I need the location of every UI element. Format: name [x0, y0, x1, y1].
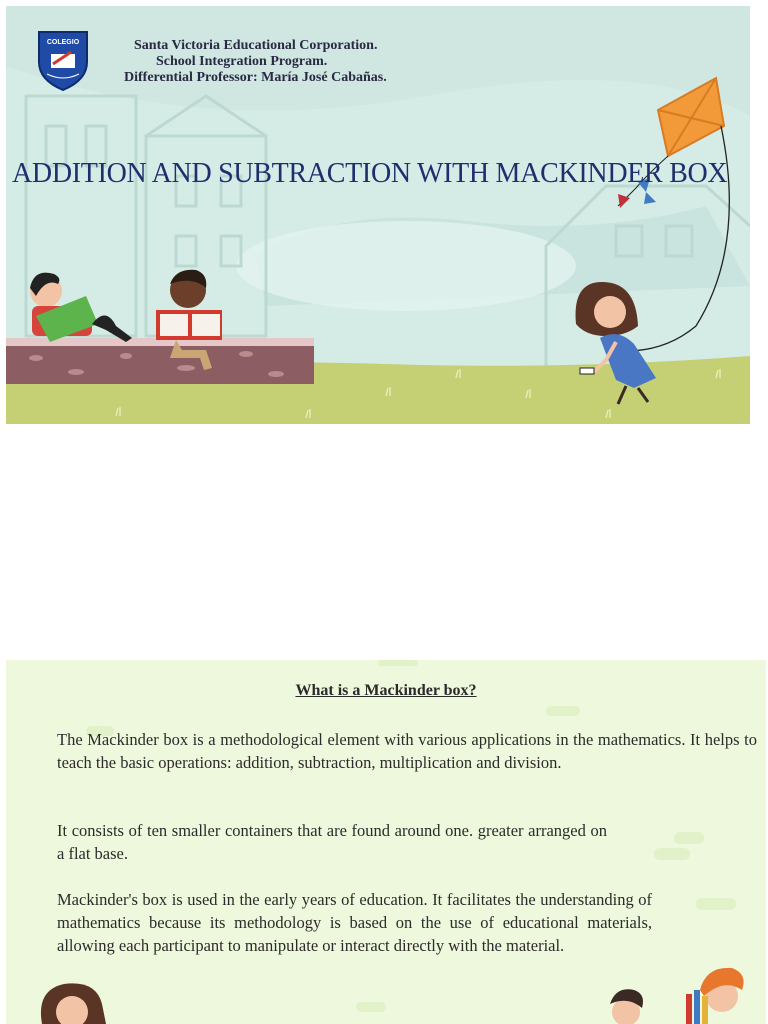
slide-background-illustration — [6, 6, 750, 424]
content-slide — [6, 660, 766, 1024]
svg-text:COLEGIO: COLEGIO — [46, 39, 80, 46]
header-line-institution: Santa Victoria Educational Corporation. — [134, 38, 378, 53]
paragraph-structure: It consists of ten smaller containers that are found around one. greater arranged on a flat base. — [57, 821, 607, 863]
girl-corner-illustration — [41, 983, 106, 1024]
children-corner-illustration — [610, 968, 744, 1024]
paragraph-usage: Mackinder's box is used in the early years of education. It facilitates the understanding of mathematics because its methodology is based on the use of educational materials, allowing each participant to manipulate or interact directly with the material. — [57, 890, 652, 955]
paragraph-definition: The Mackinder box is a methodological element with various applications in the mathematics. It helps to teach the basic operations: addition, subtraction, multiplication and division. — [57, 730, 757, 772]
boy-reading-illustration — [30, 273, 132, 342]
section-heading: What is a Mackinder box? — [295, 682, 477, 699]
header-line-professor: Differential Professor: María José Cabañas. — [124, 70, 387, 85]
slide-title: ADDITION AND SUBTRACTION WITH MACKINDER BOX — [12, 158, 728, 189]
header-line-program: School Integration Program. — [156, 54, 328, 69]
school-crest-icon — [35, 28, 91, 92]
title-slide — [6, 6, 750, 424]
